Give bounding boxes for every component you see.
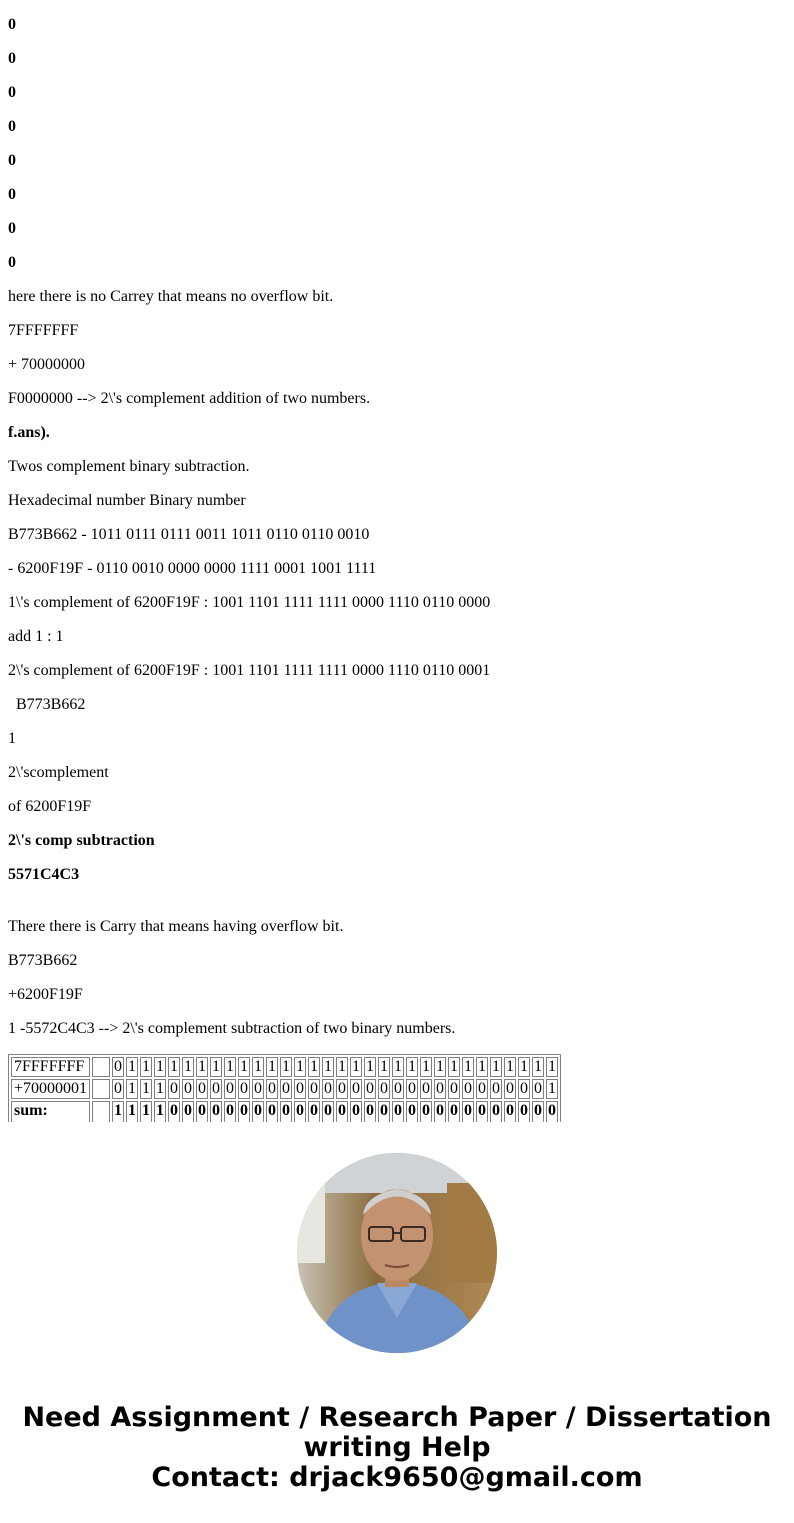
hex-binary-header: Hexadecimal number Binary number	[8, 492, 246, 509]
bit-cell: 1	[268, 1058, 277, 1075]
bit-cell: 0	[422, 1080, 431, 1097]
bit-cell: 0	[338, 1080, 347, 1097]
subtrahend-line: - 6200F19F - 0110 0010 0000 0000 1111 0001 1001 1111	[8, 560, 377, 577]
twos-complement-line: 2\'s complement of 6200F19F : 1001 1101 1111 1111 0000 1110 0110 0001	[8, 662, 491, 679]
zero-value: 0	[8, 220, 16, 237]
bit-cell: 1	[464, 1058, 473, 1075]
bit-cell: 0	[366, 1080, 375, 1097]
bit-cell: 0	[268, 1080, 277, 1097]
bit-cell: 0	[266, 1101, 278, 1122]
bit-cell: 0	[392, 1101, 404, 1122]
bit-cell: 0	[308, 1101, 320, 1122]
bit-cell: 0	[380, 1080, 389, 1097]
bit-cell: 1	[534, 1058, 543, 1075]
subtraction-result: 1 -5572C4C3 --> 2\'s complement subtraction of two binary numbers.	[8, 1020, 456, 1037]
zero-value: 0	[8, 254, 16, 271]
zero-value: 0	[8, 186, 16, 203]
bit-cell: 1	[436, 1058, 445, 1075]
bit-cell: 0	[170, 1080, 179, 1097]
carry-line: There there is Carry that means having overflow bit.	[8, 918, 344, 935]
table-row	[11, 1079, 558, 1099]
no-carry-text: here there is no Carrey that means no overflow bit.	[8, 288, 334, 305]
bit-cell: 0	[420, 1101, 432, 1122]
bit-cell: 0	[478, 1080, 487, 1097]
author-avatar-image	[297, 1153, 497, 1353]
bit-cell: 1	[142, 1058, 151, 1075]
bit-cell: 1	[156, 1058, 165, 1075]
bit-cell: 0	[532, 1101, 544, 1122]
bit-cell: 1	[310, 1058, 319, 1075]
bit-cell: 0	[182, 1101, 194, 1122]
blank-cell	[92, 1101, 110, 1122]
bit-cell: 1	[380, 1058, 389, 1075]
footer-contact: Contact: drjack9650@gmail.com	[151, 1462, 643, 1493]
zero-value: 0	[8, 118, 16, 135]
bit-cell: 0	[506, 1080, 515, 1097]
bit-cell: 0	[324, 1080, 333, 1097]
blank-cell	[92, 1057, 110, 1077]
bit-cell: 0	[252, 1101, 264, 1122]
bit-cell: 0	[492, 1080, 501, 1097]
bit-cell: 1	[154, 1101, 166, 1122]
bit-cell: 0	[296, 1080, 305, 1097]
zero-value: 0	[8, 152, 16, 169]
bit-cell: 0	[224, 1101, 236, 1122]
bit-cell: 0	[210, 1101, 222, 1122]
bit-cell: 1	[422, 1058, 431, 1075]
bit-cell: 0	[436, 1080, 445, 1097]
addition-result: F0000000 --> 2\'s complement addition of two numbers.	[8, 390, 371, 407]
add-one-line: add 1 : 1	[8, 628, 64, 645]
bit-cell: 1	[394, 1058, 403, 1075]
bit-cell: 0	[240, 1080, 249, 1097]
bit-cell: 0	[434, 1101, 446, 1122]
plus-6200-line: +6200F19F	[8, 986, 83, 1003]
bit-cell: 1	[170, 1058, 179, 1075]
bit-cell: 0	[212, 1080, 221, 1097]
bit-cell: 0	[546, 1101, 558, 1122]
bit-cell: 0	[294, 1101, 306, 1122]
bit-cell: 0	[408, 1080, 417, 1097]
zero-value: 0	[8, 84, 16, 101]
bit-cell: 0	[378, 1101, 390, 1122]
carry-one: 1	[8, 730, 16, 747]
bit-cell: 0	[184, 1080, 193, 1097]
minuend-line: B773B662 - 1011 0111 0111 0011 1011 0110 0110 0010	[8, 526, 370, 543]
bit-cell: 1	[548, 1058, 557, 1075]
bit-cell: 0	[534, 1080, 543, 1097]
addend-b: + 70000000	[8, 356, 86, 373]
bit-cell: 0	[490, 1101, 502, 1122]
bit-cell: 0	[476, 1101, 488, 1122]
bit-cell: 0	[336, 1101, 348, 1122]
bit-cell: 1	[478, 1058, 487, 1075]
zeros-column	[8, 16, 788, 272]
bit-cell: 1	[324, 1058, 333, 1075]
bit-cell: 1	[366, 1058, 375, 1075]
bit-cell: 0	[464, 1080, 473, 1097]
bit-cell: 0	[282, 1080, 291, 1097]
blank-cell	[92, 1079, 110, 1099]
bit-cell: 0	[406, 1101, 418, 1122]
bit-cell: 0	[254, 1080, 263, 1097]
table-row	[11, 1101, 558, 1122]
bit-cell: 0	[394, 1080, 403, 1097]
bit-cell: 0	[196, 1101, 208, 1122]
bit-cell: 1	[450, 1058, 459, 1075]
bit-cell: 1	[184, 1058, 193, 1075]
bit-cell: 0	[114, 1080, 123, 1097]
ones-complement-line: 1\'s complement of 6200F19F : 1001 1101 1111 1111 0000 1110 0110 0000	[8, 594, 491, 611]
bit-cell: 0	[310, 1080, 319, 1097]
twos-subtraction-title: Twos complement binary subtraction.	[8, 458, 250, 475]
bit-cell: 1	[142, 1080, 151, 1097]
document-content	[8, 0, 788, 1122]
footer-line-1: Need Assignment / Research Paper / Dissertation	[22, 1402, 772, 1433]
row-label: sum:	[11, 1101, 90, 1122]
addend-a: 7FFFFFFF	[8, 322, 79, 339]
zero-value: 0	[8, 50, 16, 67]
bit-cell: 0	[352, 1080, 361, 1097]
bit-cell: 1	[198, 1058, 207, 1075]
bit-cell: 1	[226, 1058, 235, 1075]
bit-cell: 0	[520, 1080, 529, 1097]
bit-cell: 0	[198, 1080, 207, 1097]
bit-cell: 0	[168, 1101, 180, 1122]
bit-cell: 1	[128, 1058, 137, 1075]
bit-cell: 0	[280, 1101, 292, 1122]
bit-cell: 1	[548, 1080, 557, 1097]
result-5571: 5571C4C3	[8, 866, 80, 883]
bit-cell: 1	[156, 1080, 165, 1097]
footer-line-2: writing Help	[303, 1432, 491, 1463]
b773-indented: B773B662	[8, 696, 86, 713]
bit-cell: 0	[238, 1101, 250, 1122]
bit-cell: 1	[408, 1058, 417, 1075]
bit-cell: 0	[504, 1101, 516, 1122]
bit-cell: 1	[128, 1080, 137, 1097]
bit-cell: 0	[448, 1101, 460, 1122]
text-lines	[8, 288, 788, 1038]
bit-cell: 1	[254, 1058, 263, 1075]
bit-cell: 1	[240, 1058, 249, 1075]
table-row	[11, 1057, 558, 1077]
bit-cell: 0	[226, 1080, 235, 1097]
bit-cell: 0	[450, 1080, 459, 1097]
zero-value: 0	[8, 16, 16, 33]
bit-cell: 1	[492, 1058, 501, 1075]
row-label: +70000001	[11, 1079, 90, 1099]
bit-cell: 1	[140, 1101, 152, 1122]
section-f-heading: f.ans).	[8, 424, 50, 441]
bit-cell: 1	[296, 1058, 305, 1075]
bit-cell: 0	[364, 1101, 376, 1122]
bit-cell: 1	[112, 1101, 124, 1122]
row-label: 7FFFFFFF	[11, 1057, 90, 1077]
bit-cell: 0	[114, 1058, 123, 1075]
bit-cell: 1	[282, 1058, 291, 1075]
bit-cell: 0	[518, 1101, 530, 1122]
footer-promo	[0, 1403, 794, 1493]
bit-cell: 0	[350, 1101, 362, 1122]
comp-subtraction-title: 2\'s comp subtraction	[8, 832, 155, 849]
bit-cell: 1	[506, 1058, 515, 1075]
author-photo	[297, 1153, 497, 1353]
bit-cell: 0	[322, 1101, 334, 1122]
of-6200-line: of 6200F19F	[8, 798, 92, 815]
bit-cell: 1	[338, 1058, 347, 1075]
bit-cell: 1	[352, 1058, 361, 1075]
bit-cell: 1	[212, 1058, 221, 1075]
twos-scomplement: 2\'scomplement	[8, 764, 109, 781]
b773-line: B773B662	[8, 952, 78, 969]
bit-cell: 1	[126, 1101, 138, 1122]
binary-addition-table	[8, 1054, 561, 1122]
bit-cell: 0	[462, 1101, 474, 1122]
bit-cell: 1	[520, 1058, 529, 1075]
